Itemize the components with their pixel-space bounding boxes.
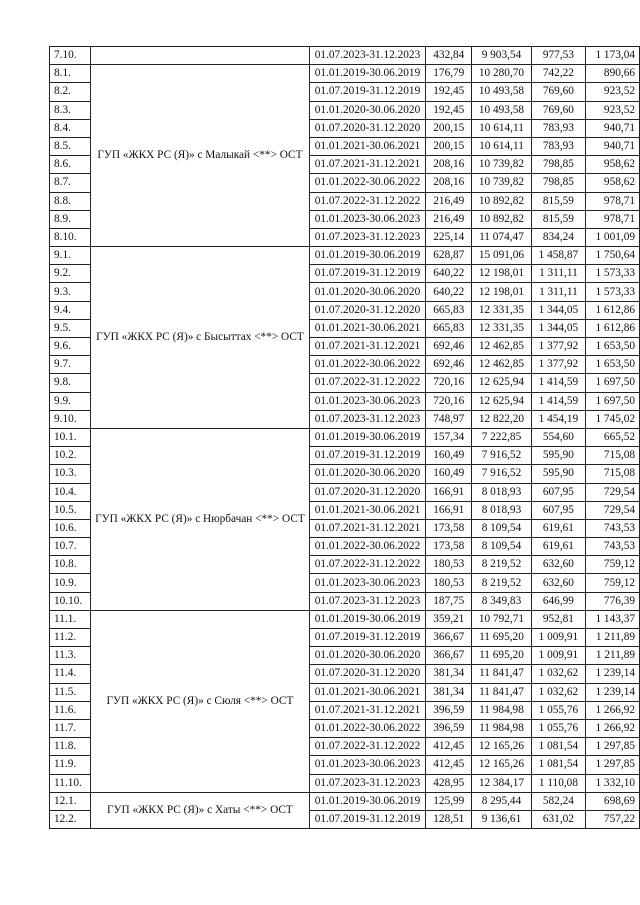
value-cell-2: 10 614,11 [472,137,531,155]
value-cell-1: 692,46 [426,338,472,356]
value-cell-4: 1 750,64 [586,247,640,265]
period-cell: 01.01.2023-30.06.2023 [309,210,425,228]
value-cell-2: 12 625,94 [472,392,531,410]
table-row [50,47,640,65]
row-number-cell: 8.6. [50,156,91,174]
row-number-cell: 8.9. [50,210,91,228]
row-number-cell: 10.2. [50,447,91,465]
value-cell-3: 595,90 [531,447,586,465]
value-cell-1: 640,22 [426,283,472,301]
value-cell-1: 412,45 [426,738,472,756]
value-cell-2: 8 295,44 [472,792,531,810]
value-cell-4: 940,71 [586,119,640,137]
value-cell-1: 166,91 [426,501,472,519]
table-row [50,65,640,83]
row-number-cell: 8.7. [50,174,91,192]
value-cell-3: 742,22 [531,65,586,83]
period-cell: 01.01.2023-30.06.2023 [309,756,425,774]
value-cell-2: 10 739,82 [472,156,531,174]
value-cell-3: 619,61 [531,538,586,556]
value-cell-1: 359,21 [426,610,472,628]
value-cell-2: 8 018,93 [472,501,531,519]
table-row [50,610,640,628]
table-row [50,792,640,810]
row-number-cell: 8.10. [50,228,91,246]
value-cell-3: 1 009,91 [531,647,586,665]
row-number-cell: 9.10. [50,410,91,428]
value-cell-3: 1 344,05 [531,301,586,319]
value-cell-2: 8 219,52 [472,556,531,574]
value-cell-1: 180,53 [426,574,472,592]
value-cell-3: 1 055,76 [531,719,586,737]
value-cell-4: 759,12 [586,574,640,592]
value-cell-1: 692,46 [426,356,472,374]
value-cell-4: 1 143,37 [586,610,640,628]
row-number-cell: 9.8. [50,374,91,392]
row-number-cell: 8.2. [50,83,91,101]
row-number-cell: 11.1. [50,610,91,628]
row-number-cell: 11.4. [50,665,91,683]
value-cell-1: 428,95 [426,774,472,792]
row-number-cell: 11.9. [50,756,91,774]
value-cell-2: 11 695,20 [472,647,531,665]
value-cell-1: 225,14 [426,228,472,246]
value-cell-3: 1 110,08 [531,774,586,792]
value-cell-1: 208,16 [426,174,472,192]
value-cell-4: 1 297,85 [586,756,640,774]
value-cell-4: 776,39 [586,592,640,610]
value-cell-2: 12 462,85 [472,338,531,356]
value-cell-3: 631,02 [531,810,586,828]
value-cell-1: 432,84 [426,47,472,65]
period-cell: 01.01.2019-30.06.2019 [309,65,425,83]
period-cell: 01.07.2022-31.12.2022 [309,192,425,210]
period-cell: 01.01.2020-30.06.2020 [309,465,425,483]
value-cell-1: 192,45 [426,83,472,101]
value-cell-4: 1 239,14 [586,665,640,683]
period-cell: 01.07.2023-31.12.2023 [309,228,425,246]
row-number-cell: 11.5. [50,683,91,701]
row-number-cell: 11.2. [50,629,91,647]
value-cell-4: 978,71 [586,192,640,210]
value-cell-1: 173,58 [426,519,472,537]
value-cell-2: 12 625,94 [472,374,531,392]
row-number-cell: 10.1. [50,428,91,446]
value-cell-1: 160,49 [426,465,472,483]
value-cell-1: 128,51 [426,810,472,828]
row-number-cell: 12.2. [50,810,91,828]
value-cell-2: 11 074,47 [472,228,531,246]
value-cell-2: 7 916,52 [472,465,531,483]
row-number-cell: 9.5. [50,319,91,337]
period-cell: 01.07.2022-31.12.2022 [309,556,425,574]
value-cell-4: 743,53 [586,538,640,556]
period-cell: 01.01.2019-30.06.2019 [309,247,425,265]
value-cell-3: 798,85 [531,174,586,192]
value-cell-2: 12 462,85 [472,356,531,374]
value-cell-1: 412,45 [426,756,472,774]
value-cell-1: 187,75 [426,592,472,610]
period-cell: 01.07.2020-31.12.2020 [309,665,425,683]
period-cell: 01.01.2019-30.06.2019 [309,792,425,810]
value-cell-4: 715,08 [586,465,640,483]
period-cell: 01.07.2022-31.12.2022 [309,374,425,392]
value-cell-2: 12 331,35 [472,301,531,319]
value-cell-2: 12 198,01 [472,265,531,283]
value-cell-4: 1 573,33 [586,265,640,283]
value-cell-3: 798,85 [531,156,586,174]
value-cell-1: 157,34 [426,428,472,446]
value-cell-2: 10 280,70 [472,65,531,83]
table-row [50,247,640,265]
value-cell-3: 834,24 [531,228,586,246]
value-cell-3: 1 032,62 [531,665,586,683]
value-cell-4: 1 266,92 [586,719,640,737]
value-cell-2: 12 165,26 [472,738,531,756]
period-cell: 01.07.2021-31.12.2021 [309,701,425,719]
value-cell-2: 12 165,26 [472,756,531,774]
value-cell-2: 8 349,83 [472,592,531,610]
value-cell-1: 200,15 [426,119,472,137]
value-cell-1: 176,79 [426,65,472,83]
value-cell-3: 1 377,92 [531,338,586,356]
value-cell-3: 632,60 [531,556,586,574]
table-row [50,428,640,446]
period-cell: 01.07.2019-31.12.2019 [309,83,425,101]
period-cell: 01.01.2020-30.06.2020 [309,283,425,301]
row-number-cell: 8.4. [50,119,91,137]
organization-cell: ГУП «ЖКХ РС (Я)» с Нюрбачан <**> ОСТ [91,428,310,610]
value-cell-2: 11 841,47 [472,665,531,683]
value-cell-3: 1 377,92 [531,356,586,374]
row-number-cell: 10.4. [50,483,91,501]
value-cell-1: 180,53 [426,556,472,574]
value-cell-1: 160,49 [426,447,472,465]
value-cell-4: 1 653,50 [586,338,640,356]
period-cell: 01.01.2019-30.06.2019 [309,610,425,628]
value-cell-2: 8 109,54 [472,538,531,556]
value-cell-2: 10 892,82 [472,210,531,228]
value-cell-4: 1 173,04 [586,47,640,65]
row-number-cell: 9.7. [50,356,91,374]
row-number-cell: 10.10. [50,592,91,610]
period-cell: 01.07.2022-31.12.2022 [309,738,425,756]
value-cell-3: 632,60 [531,574,586,592]
value-cell-3: 1 344,05 [531,319,586,337]
row-number-cell: 8.5. [50,137,91,155]
period-cell: 01.01.2022-30.06.2022 [309,538,425,556]
value-cell-1: 216,49 [426,210,472,228]
value-cell-1: 366,67 [426,647,472,665]
value-cell-4: 940,71 [586,137,640,155]
row-number-cell: 10.6. [50,519,91,537]
value-cell-4: 1 612,86 [586,319,640,337]
value-cell-1: 381,34 [426,665,472,683]
value-cell-2: 15 091,06 [472,247,531,265]
period-cell: 01.01.2021-30.06.2021 [309,137,425,155]
value-cell-2: 12 384,17 [472,774,531,792]
period-cell: 01.01.2021-30.06.2021 [309,683,425,701]
value-cell-2: 7 222,85 [472,428,531,446]
value-cell-1: 720,16 [426,392,472,410]
value-cell-3: 783,93 [531,119,586,137]
value-cell-1: 396,59 [426,701,472,719]
tariff-table [49,46,640,829]
value-cell-4: 1 297,85 [586,738,640,756]
period-cell: 01.01.2023-30.06.2023 [309,392,425,410]
value-cell-4: 1 266,92 [586,701,640,719]
period-cell: 01.07.2023-31.12.2023 [309,774,425,792]
row-number-cell: 8.3. [50,101,91,119]
value-cell-1: 200,15 [426,137,472,155]
value-cell-1: 665,83 [426,301,472,319]
value-cell-4: 1 612,86 [586,301,640,319]
value-cell-2: 8 018,93 [472,483,531,501]
value-cell-4: 757,22 [586,810,640,828]
organization-cell: ГУП «ЖКХ РС (Я)» с Бысыттах <**> ОСТ [91,247,310,429]
period-cell: 01.01.2021-30.06.2021 [309,319,425,337]
value-cell-4: 759,12 [586,556,640,574]
value-cell-3: 1 414,59 [531,374,586,392]
value-cell-2: 10 739,82 [472,174,531,192]
value-cell-2: 10 614,11 [472,119,531,137]
organization-cell: ГУП «ЖКХ РС (Я)» с Сюля <**> ОСТ [91,610,310,792]
period-cell: 01.07.2021-31.12.2021 [309,338,425,356]
value-cell-3: 815,59 [531,192,586,210]
value-cell-2: 7 916,52 [472,447,531,465]
period-cell: 01.01.2020-30.06.2020 [309,101,425,119]
row-number-cell: 9.9. [50,392,91,410]
organization-cell [91,47,310,65]
value-cell-1: 396,59 [426,719,472,737]
period-cell: 01.07.2020-31.12.2020 [309,483,425,501]
value-cell-3: 554,60 [531,428,586,446]
value-cell-1: 381,34 [426,683,472,701]
value-cell-3: 769,60 [531,83,586,101]
value-cell-3: 646,99 [531,592,586,610]
value-cell-4: 923,52 [586,83,640,101]
value-cell-1: 665,83 [426,319,472,337]
period-cell: 01.07.2023-31.12.2023 [309,592,425,610]
value-cell-4: 1 211,89 [586,629,640,647]
value-cell-4: 665,52 [586,428,640,446]
value-cell-1: 166,91 [426,483,472,501]
value-cell-1: 208,16 [426,156,472,174]
value-cell-3: 1 454,19 [531,410,586,428]
tariff-table-body [50,47,640,829]
value-cell-4: 1 211,89 [586,647,640,665]
organization-cell: ГУП «ЖКХ РС (Я)» с Хаты <**> ОСТ [91,792,310,828]
row-number-cell: 7.10. [50,47,91,65]
row-number-cell: 9.3. [50,283,91,301]
value-cell-3: 1 055,76 [531,701,586,719]
value-cell-1: 628,87 [426,247,472,265]
period-cell: 01.01.2022-30.06.2022 [309,356,425,374]
period-cell: 01.07.2021-31.12.2021 [309,519,425,537]
value-cell-1: 192,45 [426,101,472,119]
value-cell-2: 10 792,71 [472,610,531,628]
value-cell-3: 1 032,62 [531,683,586,701]
value-cell-4: 729,54 [586,501,640,519]
value-cell-4: 890,66 [586,65,640,83]
row-number-cell: 11.3. [50,647,91,665]
value-cell-2: 10 493,58 [472,101,531,119]
value-cell-4: 958,62 [586,174,640,192]
period-cell: 01.01.2022-30.06.2022 [309,719,425,737]
value-cell-4: 729,54 [586,483,640,501]
value-cell-3: 783,93 [531,137,586,155]
value-cell-1: 640,22 [426,265,472,283]
period-cell: 01.01.2021-30.06.2021 [309,501,425,519]
value-cell-2: 12 822,20 [472,410,531,428]
value-cell-2: 11 984,98 [472,719,531,737]
organization-cell: ГУП «ЖКХ РС (Я)» с Малыкай <**> ОСТ [91,65,310,247]
row-number-cell: 8.8. [50,192,91,210]
period-cell: 01.07.2021-31.12.2021 [309,156,425,174]
period-cell: 01.07.2023-31.12.2023 [309,410,425,428]
value-cell-3: 815,59 [531,210,586,228]
value-cell-4: 978,71 [586,210,640,228]
value-cell-2: 8 109,54 [472,519,531,537]
period-cell: 01.07.2019-31.12.2019 [309,265,425,283]
value-cell-4: 1 001,09 [586,228,640,246]
row-number-cell: 9.4. [50,301,91,319]
value-cell-1: 720,16 [426,374,472,392]
value-cell-4: 1 239,14 [586,683,640,701]
value-cell-3: 582,24 [531,792,586,810]
period-cell: 01.01.2020-30.06.2020 [309,647,425,665]
row-number-cell: 9.2. [50,265,91,283]
period-cell: 01.07.2019-31.12.2019 [309,447,425,465]
value-cell-3: 607,95 [531,483,586,501]
period-cell: 01.07.2020-31.12.2020 [309,119,425,137]
row-number-cell: 10.5. [50,501,91,519]
period-cell: 01.07.2020-31.12.2020 [309,301,425,319]
value-cell-2: 10 892,82 [472,192,531,210]
value-cell-1: 366,67 [426,629,472,647]
value-cell-3: 1 009,91 [531,629,586,647]
value-cell-3: 1 081,54 [531,756,586,774]
value-cell-2: 11 984,98 [472,701,531,719]
value-cell-4: 743,53 [586,519,640,537]
value-cell-3: 952,81 [531,610,586,628]
value-cell-4: 1 573,33 [586,283,640,301]
value-cell-4: 958,62 [586,156,640,174]
value-cell-2: 9 903,54 [472,47,531,65]
value-cell-2: 9 136,61 [472,810,531,828]
period-cell: 01.07.2019-31.12.2019 [309,629,425,647]
row-number-cell: 11.6. [50,701,91,719]
value-cell-4: 923,52 [586,101,640,119]
value-cell-3: 607,95 [531,501,586,519]
value-cell-4: 1 745,02 [586,410,640,428]
value-cell-3: 769,60 [531,101,586,119]
value-cell-2: 11 841,47 [472,683,531,701]
period-cell: 01.07.2023-31.12.2023 [309,47,425,65]
row-number-cell: 10.9. [50,574,91,592]
value-cell-3: 1 414,59 [531,392,586,410]
row-number-cell: 11.10. [50,774,91,792]
value-cell-3: 1 311,11 [531,283,586,301]
row-number-cell: 8.1. [50,65,91,83]
value-cell-4: 715,08 [586,447,640,465]
row-number-cell: 9.6. [50,338,91,356]
value-cell-1: 125,99 [426,792,472,810]
value-cell-4: 1 332,10 [586,774,640,792]
period-cell: 01.01.2019-30.06.2019 [309,428,425,446]
value-cell-4: 1 697,50 [586,374,640,392]
value-cell-1: 173,58 [426,538,472,556]
value-cell-4: 1 653,50 [586,356,640,374]
value-cell-2: 12 331,35 [472,319,531,337]
row-number-cell: 9.1. [50,247,91,265]
value-cell-3: 1 081,54 [531,738,586,756]
value-cell-2: 8 219,52 [472,574,531,592]
value-cell-4: 1 697,50 [586,392,640,410]
row-number-cell: 10.8. [50,556,91,574]
value-cell-2: 12 198,01 [472,283,531,301]
value-cell-2: 11 695,20 [472,629,531,647]
period-cell: 01.07.2019-31.12.2019 [309,810,425,828]
row-number-cell: 11.8. [50,738,91,756]
row-number-cell: 10.7. [50,538,91,556]
value-cell-3: 619,61 [531,519,586,537]
row-number-cell: 12.1. [50,792,91,810]
period-cell: 01.01.2023-30.06.2023 [309,574,425,592]
value-cell-1: 216,49 [426,192,472,210]
period-cell: 01.01.2022-30.06.2022 [309,174,425,192]
value-cell-3: 595,90 [531,465,586,483]
value-cell-3: 1 311,11 [531,265,586,283]
value-cell-2: 10 493,58 [472,83,531,101]
value-cell-3: 977,53 [531,47,586,65]
value-cell-4: 698,69 [586,792,640,810]
value-cell-1: 748,97 [426,410,472,428]
value-cell-3: 1 458,87 [531,247,586,265]
row-number-cell: 10.3. [50,465,91,483]
row-number-cell: 11.7. [50,719,91,737]
